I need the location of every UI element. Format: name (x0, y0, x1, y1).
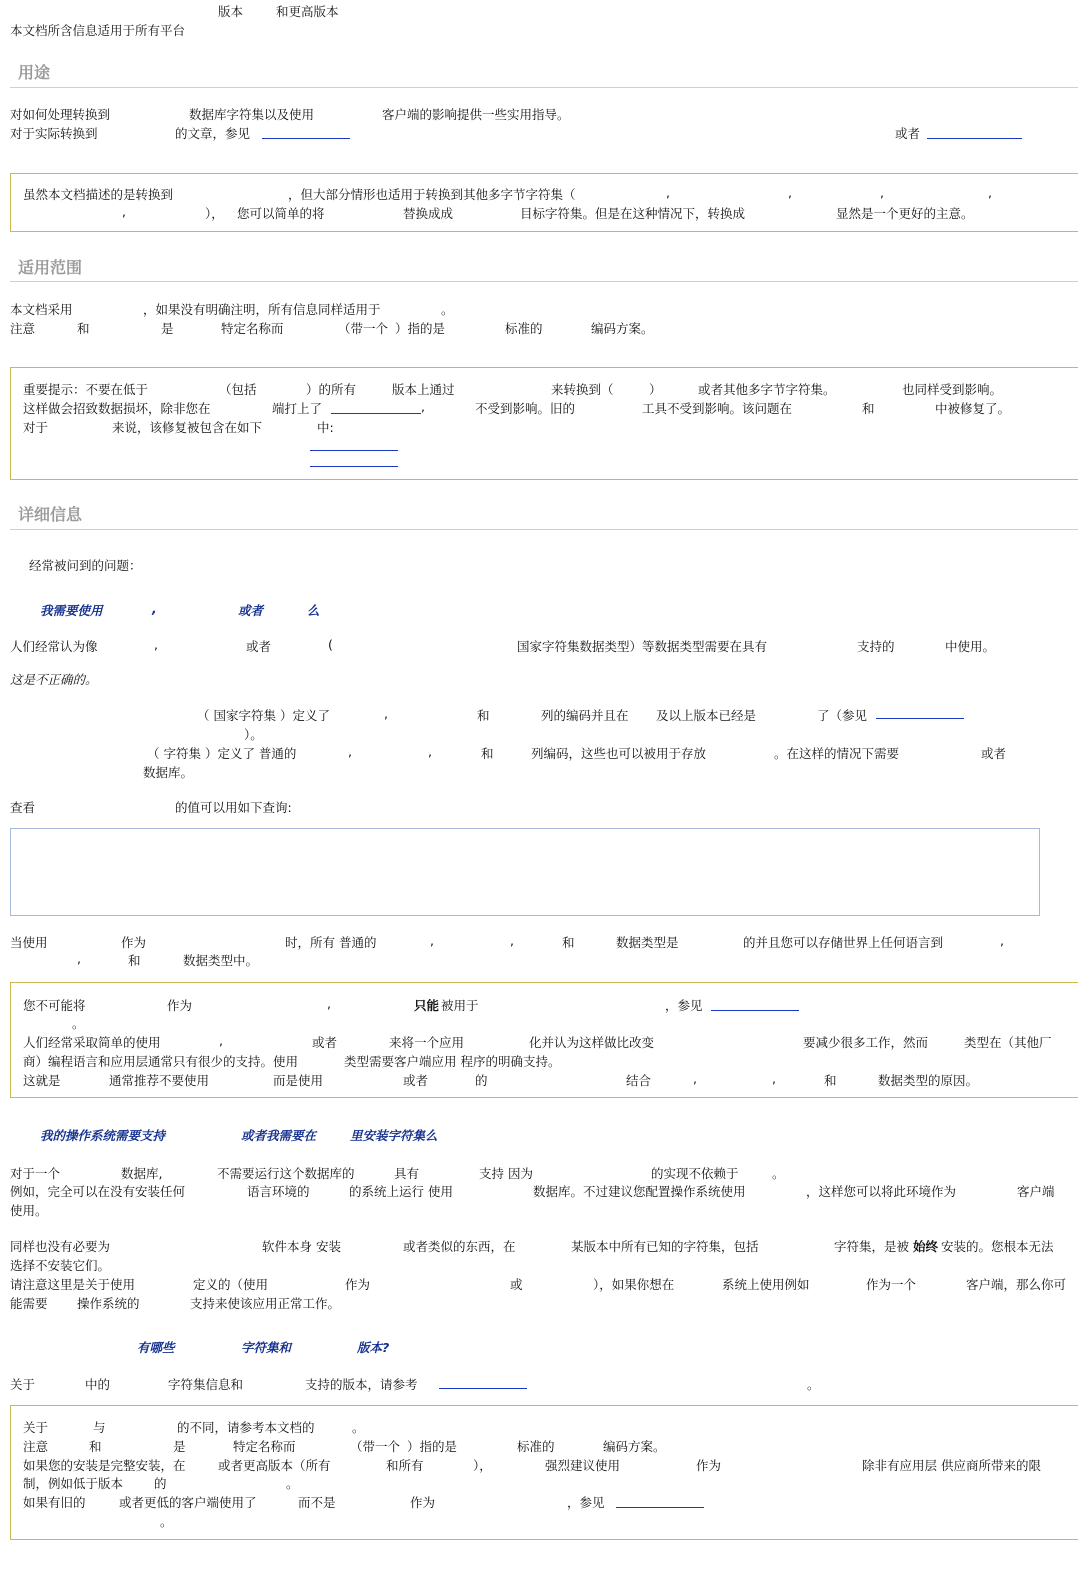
scope-text: 编码方案。 (591, 321, 654, 336)
body-text: 软件本身 安装 (262, 1239, 341, 1254)
scope-text: ，如果没有明确注明，所有信息同样适用于 (143, 302, 381, 317)
note-text: 和 (89, 1439, 102, 1454)
section-heading-purpose: 用途 (18, 63, 51, 82)
body-text: 了（参见 (817, 708, 868, 723)
note-text: ）的所有 (306, 382, 357, 397)
note-text: 的不同，请参考本文档的 (177, 1420, 315, 1435)
body-text: 国家字符集数据类型）等数据类型需要在具有 (517, 639, 768, 654)
body-text: 查看 (10, 800, 36, 815)
question-heading: 我需要使用 (40, 603, 103, 618)
note-text: 工具不受到影响。该问题在 (642, 401, 793, 416)
body-text: , (430, 933, 434, 948)
note-text: 关于 (23, 1420, 49, 1435)
body-text: 列的编码并且在 (541, 708, 629, 723)
note-text: ，参见 (665, 998, 703, 1013)
note-text: 被用于 (441, 998, 479, 1013)
patch-link[interactable] (331, 413, 421, 414)
body-text: 。在这样的情况下需要 (774, 746, 900, 761)
note-text: 或者 (312, 1035, 338, 1050)
body-text: 的实现不依赖于 (651, 1166, 739, 1181)
note-text: 这样做会招致数据损坏，除非您在 (23, 401, 211, 416)
body-text: 人们经常认为像 (10, 639, 98, 654)
note-text: ）指的是 (407, 1439, 458, 1454)
note-text: 或者其他多字节字符集。 (698, 382, 836, 397)
note-text: 也同样受到影响。 (902, 382, 1003, 397)
note-text: 替换成成 (403, 206, 454, 221)
body-text: 作为一个 (866, 1277, 917, 1292)
note-text: 是 (173, 1439, 186, 1454)
scope-text: 是 (161, 321, 174, 336)
body-text: 安装的。您根本无法 (941, 1239, 1054, 1254)
note-text: ）， (473, 1458, 492, 1473)
note-text: 的 (475, 1073, 488, 1088)
body-text: 客户端 (1017, 1184, 1055, 1199)
note-text: 不受到影响。旧的 (475, 401, 576, 416)
body-text: 支持 因为 (479, 1166, 533, 1181)
purpose-text: 对如何处理转换到 (10, 107, 111, 122)
note-text: 类型在（其他厂 (964, 1035, 1052, 1050)
body-text: , (77, 951, 81, 966)
body-text: 和 (477, 708, 490, 723)
note-text: , (693, 1071, 697, 1086)
body-text: 中使用。 (945, 639, 996, 654)
version-label-higher: 和更高版本 (276, 4, 339, 19)
note-text: 来转换到（ (551, 382, 614, 397)
note-text: 商）编程语言和应用层通常只有很少的支持。使用 (23, 1054, 299, 1069)
body-text: 当使用 (10, 935, 48, 950)
body-text: 选择不安装它们。 (10, 1258, 111, 1273)
note-text: 目标字符集。但是在这种情况下，转换成 (520, 206, 746, 221)
note-text: 编码方案。 (603, 1439, 666, 1454)
scope-text: 。 (441, 302, 454, 317)
note-text: 特定名称而 (233, 1439, 296, 1454)
body-text: 支持的 (857, 639, 895, 654)
note-text: 作为 (410, 1495, 436, 1510)
section-heading-details: 详细信息 (18, 505, 83, 524)
body-text: 数据库, (121, 1166, 163, 1181)
scope-text: 特定名称而 (221, 321, 284, 336)
note-text: 通常推荐不要使用 (109, 1073, 210, 1088)
note-text: 和 (824, 1073, 837, 1088)
body-text: 支持来使该应用正常工作。 (190, 1296, 341, 1311)
reference-link[interactable] (262, 138, 350, 139)
question-heading: 或者我需要在 (241, 1128, 317, 1143)
note-text: 。 (160, 1514, 173, 1529)
divider (10, 281, 1078, 282)
body-text: 或者 (981, 746, 1007, 761)
body-text: 或 (510, 1277, 523, 1292)
body-text: 字符集信息和 (168, 1377, 244, 1392)
note-text: 人们经常采取简单的使用 (23, 1035, 161, 1050)
body-text: 字符集，是被 (834, 1239, 910, 1254)
note-text-bold: 只能 (414, 998, 440, 1013)
body-text: 和 (128, 953, 141, 968)
body-text: 操作系统的 (77, 1296, 140, 1311)
body-text: 作为 (345, 1277, 371, 1292)
body-text: ）。 (244, 727, 263, 742)
note-text: , (421, 399, 425, 414)
note-text: ，但大部分情形也适用于转换到其他多字节字符集（ (288, 187, 576, 202)
body-text: 请注意这里是关于使用 (10, 1277, 136, 1292)
body-text: 支持的版本，请参考 (305, 1377, 418, 1392)
body-text: 或者类似的东西，在 (403, 1239, 516, 1254)
question-heading: 我的操作系统需要支持 (40, 1128, 166, 1143)
body-text: ，这样您可以将此环境作为 (806, 1184, 957, 1199)
reference-link[interactable] (439, 1388, 527, 1389)
note-text: 制，例如低于版本 (23, 1476, 124, 1491)
note-text: , (772, 1071, 776, 1086)
scope-text: 和 (77, 321, 90, 336)
note-text: 。 (286, 1476, 299, 1491)
scope-text: 注意 (10, 321, 36, 336)
body-text: 数据类型中。 (183, 953, 259, 968)
divider (10, 87, 1078, 88)
body-text: 和 (481, 746, 494, 761)
note-text: （包括 (219, 382, 257, 397)
note-text: 的 (154, 1476, 167, 1491)
body-text: 列编码，这些也可以被用于存放 (531, 746, 707, 761)
body-text-bold: 始终 (913, 1239, 939, 1254)
body-text: 对于一个 (10, 1166, 61, 1181)
body-text: , (510, 933, 514, 948)
note-text: 虽然本文档描述的是转换到 (23, 187, 174, 202)
body-text: , (348, 744, 352, 759)
note-text: 注意 (23, 1439, 49, 1454)
body-text: 的并且您可以存储世界上任何语言到 (743, 935, 944, 950)
body-text: , (154, 637, 158, 652)
note-text: 如果您的安装是完整安装，在 (23, 1458, 186, 1473)
note-text: 。 (352, 1420, 365, 1435)
patch-link[interactable] (310, 466, 398, 467)
question-heading: 有哪些 (137, 1340, 175, 1355)
body-text: 及以上版本已经是 (656, 708, 757, 723)
question-heading: , (152, 601, 157, 616)
body-text: , (428, 744, 432, 759)
body-text: , (1000, 933, 1004, 948)
note-text: 中: (317, 420, 334, 435)
sql-query-box (10, 828, 1040, 916)
body-text: 语言环境的 (247, 1184, 310, 1199)
note-text: 重要提示：不要在低于 (23, 382, 149, 397)
body-text: 或者 (246, 639, 272, 654)
section-heading-scope: 适用范围 (18, 258, 83, 277)
note-text: 如果有旧的 (23, 1495, 86, 1510)
emphasis-text: 这是不正确的。 (10, 672, 98, 687)
purpose-text: 数据库字符集以及使用 (189, 107, 315, 122)
note-text: 显然是一个更好的主意。 (836, 206, 974, 221)
note-text: （带一个 (350, 1439, 401, 1454)
note-text: 。 (72, 1016, 85, 1031)
note-text: , (880, 185, 884, 200)
body-text: 数据类型是 (616, 935, 679, 950)
body-text: 。 (772, 1166, 785, 1181)
reference-link[interactable] (876, 718, 964, 719)
note-text: 中被修复了。 (935, 401, 1011, 416)
body-text: （ 字符集 ）定义了 普通的 (147, 746, 297, 761)
note-text: 标准的 (517, 1439, 555, 1454)
note-text: , (666, 185, 670, 200)
note-text: 强烈建议使用 (545, 1458, 621, 1473)
note-text: 和 (862, 401, 875, 416)
body-text: 客户端，那么你可 (966, 1277, 1067, 1292)
question-heading: 或者 (238, 603, 264, 618)
body-text: 系统上使用例如 (722, 1277, 810, 1292)
body-text: 中的 (85, 1377, 111, 1392)
note-text: 或者更低的客户端使用了 (119, 1495, 257, 1510)
reference-link[interactable] (616, 1507, 704, 1508)
body-text: 的系统上运行 使用 (349, 1184, 453, 1199)
body-text: , (384, 706, 388, 721)
body-text: 能需要 (10, 1296, 48, 1311)
note-text: , (219, 1033, 223, 1048)
note-text: 而是使用 (273, 1073, 324, 1088)
patch-link[interactable] (310, 450, 398, 451)
platform-line: 本文档所含信息适用于所有平台 (10, 23, 186, 38)
note-text: 来说，该修复被包含在如下 (112, 420, 263, 435)
note-text: ） (649, 382, 662, 397)
note-text: 作为 (696, 1458, 722, 1473)
note-text: 您不可能将 (23, 998, 86, 1013)
purpose-text: 对于实际转换到 (10, 126, 98, 141)
scope-text: （带一个 (338, 321, 389, 336)
note-text: ，参见 (567, 1495, 605, 1510)
question-heading: 字符集和 (241, 1340, 292, 1355)
note-text: , (788, 185, 792, 200)
note-text: 您可以简单的将 (237, 206, 325, 221)
body-text: 和 (562, 935, 575, 950)
reference-link[interactable] (711, 1010, 799, 1011)
note-text: 版本上通过 (392, 382, 455, 397)
note-text: ）， (205, 206, 224, 221)
note-text: 除非有应用层 供应商所带来的限 (862, 1458, 1041, 1473)
question-heading: 么 (307, 603, 320, 618)
body-text: 具有 (394, 1166, 420, 1181)
note-text: 结合 (626, 1073, 652, 1088)
body-text: ( (328, 637, 333, 652)
note-text: 作为 (167, 998, 193, 1013)
scope-text: 本文档采用 (10, 302, 73, 317)
note-text: 与 (93, 1420, 106, 1435)
note-text: 数据类型的原因。 (878, 1073, 979, 1088)
note-text: , (122, 204, 126, 219)
note-text: 对于 (23, 420, 49, 435)
body-text: 同样也没有必要为 (10, 1239, 111, 1254)
note-text: 或者更高版本（所有 (218, 1458, 331, 1473)
body-text: 数据库。 (143, 765, 194, 780)
body-text: ），如果你想在 (593, 1277, 675, 1292)
body-text: 不需要运行这个数据库的 (217, 1166, 355, 1181)
scope-text: ）指的是 (395, 321, 446, 336)
note-text: 或者 (403, 1073, 429, 1088)
scope-text: 标准的 (505, 321, 543, 336)
note-text: , (988, 185, 992, 200)
note-text: 而不是 (298, 1495, 336, 1510)
note-text: 要减少很多工作，然而 (803, 1035, 929, 1050)
note-text: 来将一个应用 (389, 1035, 465, 1050)
note-text: 化并认为这样做比改变 (529, 1035, 655, 1050)
purpose-text: 或者 (895, 126, 921, 141)
divider (10, 529, 1078, 530)
reference-link[interactable] (927, 138, 1022, 139)
body-text: 某版本中所有已知的字符集，包括 (571, 1239, 759, 1254)
note-text: 类型需要客户端应用 程序的明确支持。 (344, 1054, 561, 1069)
question-heading: 里安装字符集么 (350, 1128, 438, 1143)
body-text: 时，所有 普通的 (285, 935, 377, 950)
purpose-text: 客户端的影响提供一些实用指导。 (382, 107, 570, 122)
version-label: 版本 (218, 4, 244, 19)
body-text: （ 国家字符集 ）定义了 (197, 708, 330, 723)
body-text: 使用。 (10, 1203, 48, 1218)
note-text: 和所有 (386, 1458, 424, 1473)
body-text: 数据库。不过建议您配置操作系统使用 (533, 1184, 746, 1199)
faq-intro: 经常被问到的问题： (29, 558, 142, 573)
purpose-text: 的文章，参见 (175, 126, 251, 141)
body-text: 关于 (10, 1377, 36, 1392)
body-text: 。 (807, 1377, 820, 1392)
note-text: , (327, 996, 331, 1011)
note-text: 这就是 (23, 1073, 61, 1088)
note-text: 端打上了 (272, 401, 323, 416)
body-text: 作为 (121, 935, 147, 950)
body-text: 的值可以用如下查询: (175, 800, 292, 815)
body-text: 定义的（使用 (193, 1277, 269, 1292)
body-text: 例如，完全可以在没有安装任何 (10, 1184, 186, 1199)
question-heading: 版本? (357, 1340, 390, 1355)
